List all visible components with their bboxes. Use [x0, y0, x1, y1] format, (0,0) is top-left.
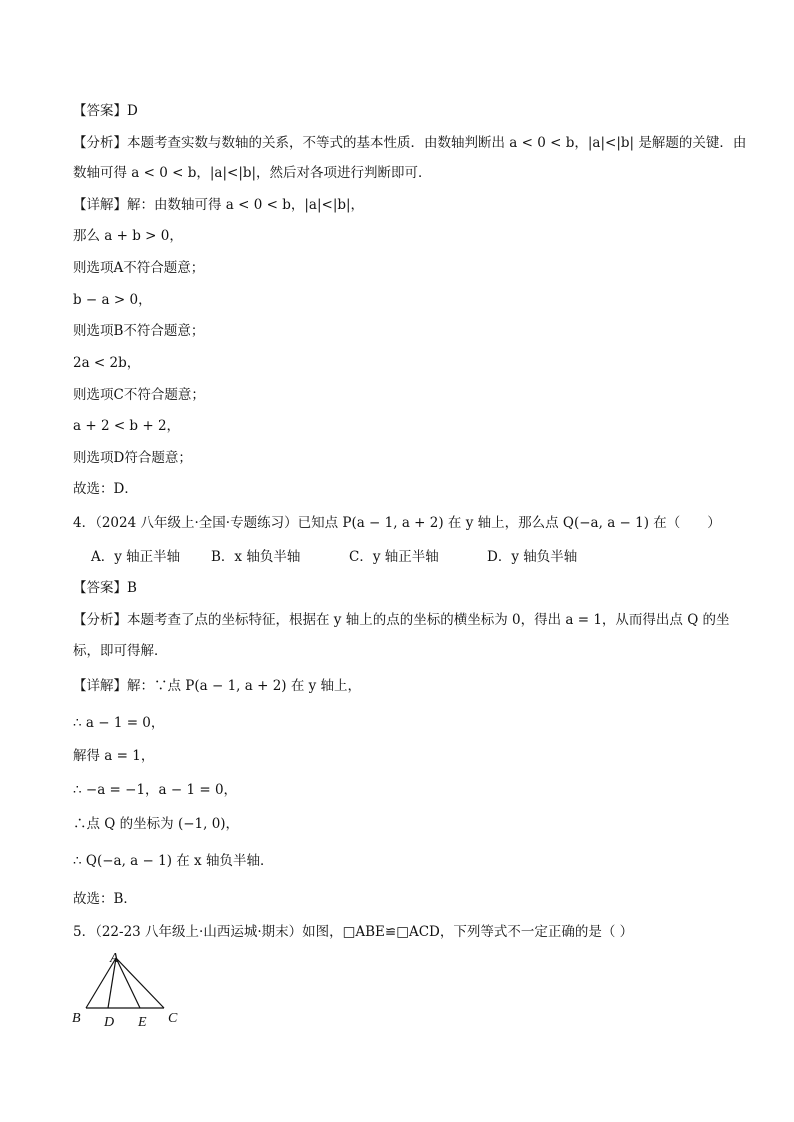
- label-a: A: [110, 951, 119, 966]
- q5-stem: 5．（22-23 八年级上·山西运城·期末）如图，□ABE≌□ACD，下列等式不一定正确的是（ ）: [73, 924, 634, 940]
- q3-step: 则选项D符合题意；: [73, 450, 192, 466]
- q3-answer: 【答案】D: [73, 103, 138, 119]
- label-d: D: [104, 1015, 115, 1030]
- q3-step: b − a > 0，: [73, 292, 152, 308]
- label-e: E: [138, 1015, 147, 1030]
- segment-ae: [116, 958, 140, 1008]
- q4-step: ∴点 Q 的坐标为 (−1, 0)，: [73, 816, 240, 832]
- q3-step: 2a < 2b，: [73, 355, 141, 371]
- q4-step: ∴ a − 1 = 0，: [73, 715, 165, 731]
- q3-step: 则选项A不符合题意；: [73, 260, 205, 276]
- q4-analysis-line1: 【分析】本题考查了点的坐标特征，根据在 y 轴上的点的坐标的横坐标为 0，得出 a = 1，从而得出点 Q 的坐: [73, 612, 730, 628]
- q3-detail: 【详解】解：由数轴可得 a < 0 < b，|a|<|b|，: [73, 197, 365, 213]
- q3-step: 则选项B不符合题意；: [73, 323, 205, 339]
- q4-analysis-line2: 标，即可得解．: [73, 643, 168, 659]
- label-c: C: [168, 1011, 178, 1026]
- q4-option-c: C．y 轴正半轴: [349, 549, 439, 565]
- q4-answer: 【答案】B: [73, 580, 137, 596]
- q4-step: 解得 a = 1，: [73, 748, 155, 764]
- q4-option-a: A．y 轴正半轴: [91, 549, 181, 565]
- label-b: B: [72, 1011, 81, 1026]
- q4-detail: 【详解】解：∵点 P(a − 1, a + 2) 在 y 轴上，: [73, 678, 362, 694]
- q4-stem: 4．（2024 八年级上·全国·专题练习）已知点 P(a − 1, a + 2) 在 y 轴上，那么点 Q(−a, a − 1) 在（ ）: [73, 515, 721, 531]
- segment-ac: [116, 958, 164, 1008]
- q4-option-b: B．x 轴负半轴: [211, 549, 301, 565]
- q3-analysis-line1: 【分析】本题考查实数与数轴的关系，不等式的基本性质．由数轴判断出 a < 0 < b，|a|<|b| 是解题的关键．由: [73, 135, 747, 151]
- q3-step: 则选项C不符合题意；: [73, 387, 205, 403]
- q3-step: 那么 a + b > 0，: [73, 228, 183, 244]
- q4-step: ∴ −a = −1，a − 1 = 0，: [73, 782, 238, 798]
- triangle-figure: [66, 950, 196, 1030]
- q3-step: 故选：D．: [73, 481, 138, 497]
- q4-step: ∴ Q(−a, a − 1) 在 x 轴负半轴．: [73, 853, 274, 869]
- q3-step: a + 2 < b + 2，: [73, 418, 181, 434]
- q4-step: 故选：B．: [73, 891, 137, 907]
- q3-analysis-line2: 数轴可得 a < 0 < b，|a|<|b|，然后对各项进行判断即可．: [73, 165, 432, 181]
- q4-option-d: D．y 轴负半轴: [487, 549, 578, 565]
